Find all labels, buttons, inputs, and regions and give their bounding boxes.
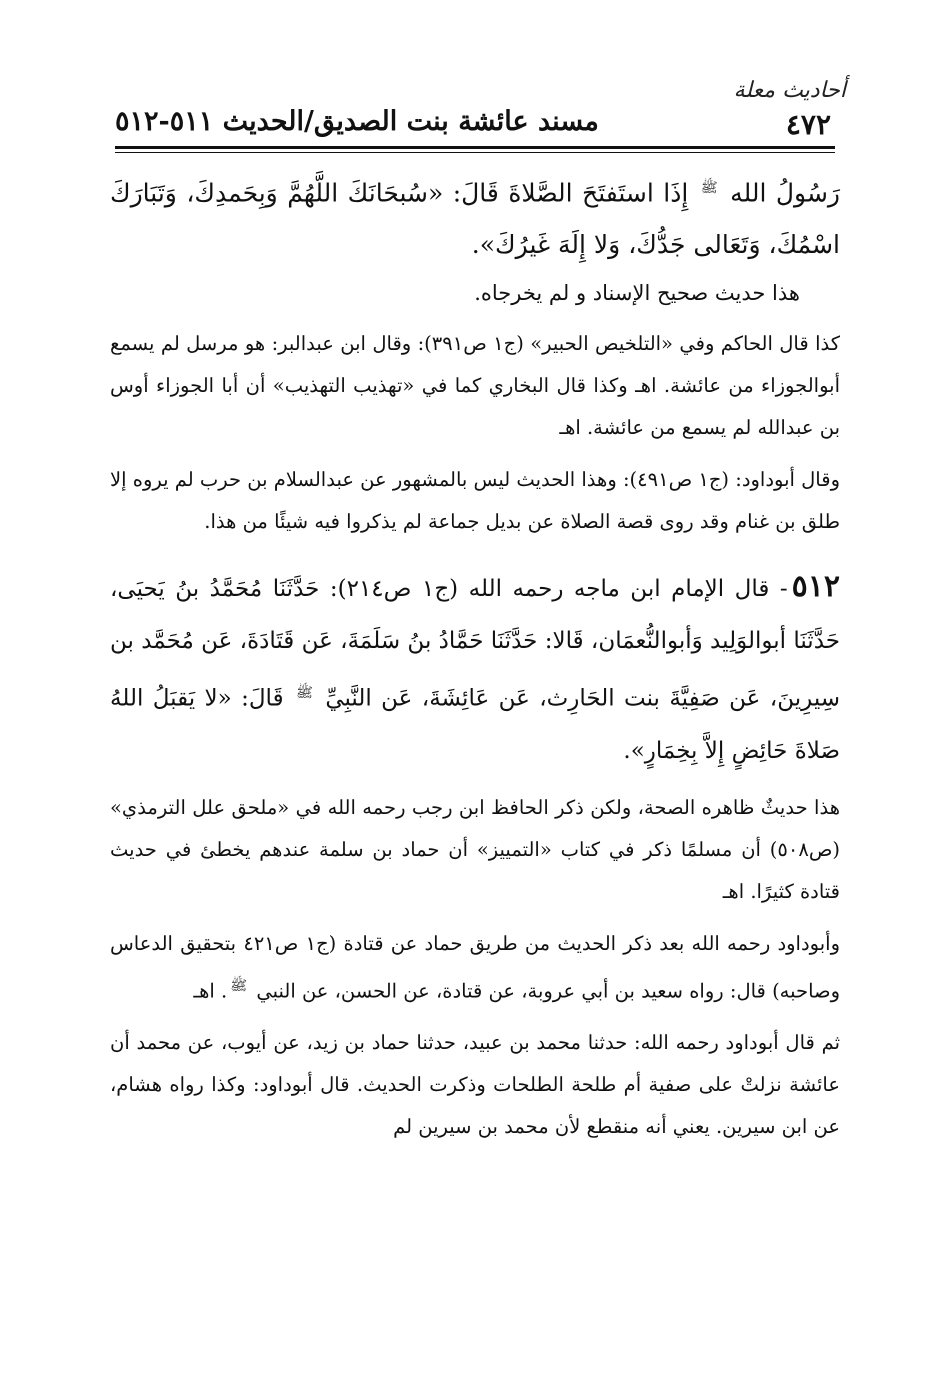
- commentary-paragraph: وقال أبوداود: (ج١ ص٤٩١): وهذا الحديث ليس بالمشهور عن عبدالسلام بن حرب لم يروه إلا طلق بن غنام وقد روى قصة الصلاة عن بديل جماعة لم يذكروا فيه شيئًا من هذا.: [110, 468, 840, 534]
- salutation-icon: ﷺ: [295, 685, 313, 702]
- running-title: مسند عائشة بنت الصديق/الحديث ٥١١-٥١٢: [115, 106, 599, 137]
- hadith-511-text: [110, 162, 840, 271]
- text-segment: . اهـ: [193, 979, 228, 1003]
- commentary-paragraph: هذا حديثٌ ظاهره الصحة، ولكن ذكر الحافظ ابن رجب رحمه الله في «ملحق علل الترمذي» (ص٥٠٨) أن مسلمًا ذكر في كتاب «التمييز» أن حماد بن سلمة عندهم يخطئ في حديث قتادة كثيرًا. اهـ: [110, 795, 840, 903]
- text-segment: إِذَا استَفتَحَ الصَّلاةَ قَالَ: «سُبحَانَكَ اللَّهُمَّ وَبِحَمدِكَ، وَتَبَارَكَ اسْمُكَ، وَتَعَالى جَدُّكَ، وَلا إِلَهَ غَيرُكَ».: [110, 178, 840, 260]
- salutation-icon: ﷺ: [230, 977, 248, 994]
- text-segment: قَالَ: «لا يَقبَلُ اللهُ صَلاةَ حَائِضٍ إِلاَّ بِخِمَارٍ».: [110, 685, 840, 764]
- salutation-icon: ﷺ: [700, 180, 718, 196]
- text-segment: رَسُولُ الله: [730, 178, 840, 208]
- page-body: [110, 162, 840, 1148]
- hadith-512-text: [110, 561, 840, 777]
- page-number: ٤٧٢: [785, 108, 831, 141]
- text-segment: - قال الإمام ابن ماجه رحمه الله (ج١ ص٢١٤): حَدَّثَنَا مُحَمَّدُ بنُ يَحيَى، حَدَّثَنَا أبوالوَلِيد وَأبوالنُّعمَان، قَالا: حَدَّثَنَا حَمَّادُ بنُ سَلَمَةَ، عَن قَتَادَةَ، عَن مُحَمَّد بن سِيرِينَ، عَن صَفِيَّةَ بنت الحَارِث، عَن عَائِشَةَ، عَن النَّبِيِّ: [110, 576, 841, 712]
- commentary-paragraph: ثم قال أبوداود رحمه الله: حدثنا محمد بن عبيد، حدثنا حماد بن زيد، عن أيوب، عن محمد أن عائشة نزلتْ على صفية أم طلحة الطلحات وذكرت الحديث. قال أبوداود: وكذا رواه هشام، عن ابن سيرين. يعني أنه منقطع لأن محمد بن سيرين لم: [110, 1031, 840, 1139]
- hadith-number: ٥١٢: [791, 569, 841, 605]
- text-segment: وأبوداود رحمه الله بعد ذكر الحديث من طريق حماد عن قتادة (ج١ ص٤٢١ بتحقيق الدعاس وصاحبه) قال: رواه سعيد بن أبي عروبة، عن قتادة، عن الحسن، عن النبي: [110, 931, 840, 1003]
- handwritten-note: أحاديث معلة: [733, 78, 846, 103]
- hadith-511-grading: هذا حديث صحيح الإسناد و لم يخرجاه.: [474, 281, 800, 306]
- header-rule-thick: [115, 146, 835, 149]
- commentary-paragraph: كذا قال الحاكم وفي «التلخيص الحبير» (ج١ ص٣٩١): وقال ابن عبدالبر: هو مرسل لم يسمع أبوالجوزاء من عائشة. اهـ وكذا قال البخاري كما في «تهذيب التهذيب» أن أبا الجوزاء أوس بن عبدالله لم يسمع من عائشة. اهـ: [110, 332, 841, 440]
- commentary-paragraph: [110, 923, 840, 1013]
- header-rule-thin: [115, 152, 835, 153]
- page-header: [115, 104, 835, 150]
